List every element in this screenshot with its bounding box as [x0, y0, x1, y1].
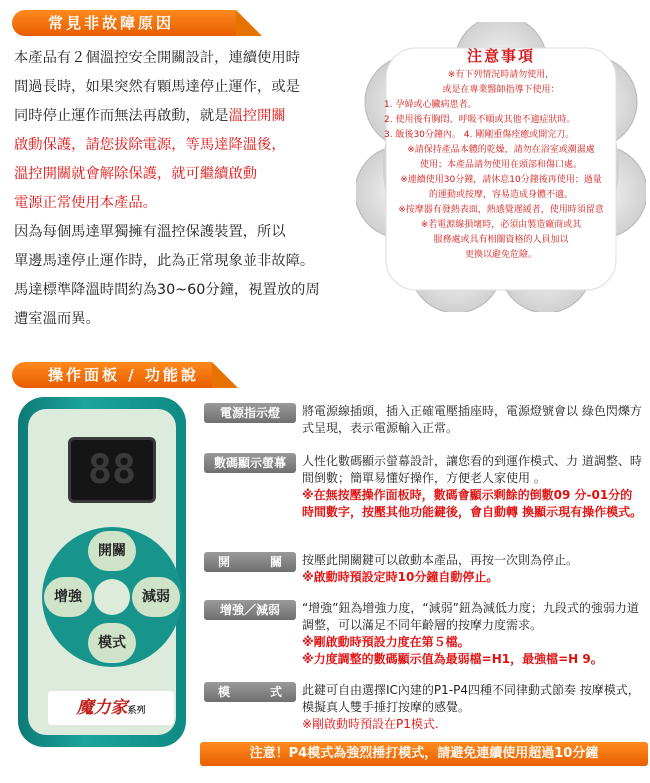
feature-description — [302, 403, 644, 437]
intro-line-highlight: 啟動保護，請您拔除電源，等馬達降溫後， — [14, 137, 286, 153]
intro-line — [14, 102, 354, 131]
remote-control-image — [18, 397, 186, 747]
remote-face — [28, 409, 176, 735]
feature-label: 增強／減弱 — [204, 600, 296, 620]
feature-description — [302, 682, 644, 733]
remote-power-button: 開關 — [88, 531, 136, 571]
intro-line-highlight: 電源正常使用本產品。 — [14, 195, 157, 211]
notice-line: 3. 飯後30分鐘內。 4. 剛剛重傷痊癒或開完刀。 — [384, 130, 575, 140]
feature-label: 開 關 — [204, 552, 296, 572]
notice-line: 更換以避免危險。 — [464, 250, 537, 260]
feature-label: 電源指示燈 — [204, 403, 296, 423]
intro-highlight: 溫控開關 — [228, 108, 286, 124]
feature-note: ※力度調整的數碼顯示值為最弱檔=H1，最強檔=H 9。 — [302, 652, 603, 666]
brand-suffix: 系列 — [127, 706, 146, 716]
feature-text: 此鍵可自由選擇IC內建的P1-P4四種不同律動式節奏 按摩模式，模擬真人雙手捶打按摩的感覺。 — [302, 683, 640, 714]
section-header-panel: 操作面板 / 功能說 — [12, 362, 212, 388]
feature-power-light — [204, 403, 648, 439]
remote-brand-logo — [48, 691, 174, 725]
feature-description — [302, 552, 644, 586]
notice-line: 或是在專業醫師指導下使用： — [442, 85, 560, 95]
remote-decrease-button: 減弱 — [132, 577, 180, 617]
notice-content — [384, 46, 618, 290]
notice-badge — [356, 22, 646, 312]
troubleshoot-text — [14, 44, 354, 334]
intro-line: 遭室溫而異。 — [14, 311, 100, 327]
feature-note: ※剛啟動時預設在P1模式. — [302, 717, 439, 731]
feature-description — [302, 453, 644, 521]
remote-button-pad — [42, 527, 182, 667]
notice-line: 的運動或按摩，容易造成身體不適。 — [428, 190, 573, 200]
feature-text: 將電源線插頭，插入正確電壓插座時，電源燈號會以 綠色閃爍方式呈現，表示電源輸入正常。 — [302, 404, 642, 435]
feature-text: “增強”鈕為增強力度，“減弱”鈕為減低力度；九段式的強弱力道調整，可以滿足不同年齡層的按摩力度需求。 — [302, 601, 639, 632]
feature-note: ※剛啟動時預設力度在第５檔。 — [302, 635, 470, 649]
notice-line: ※請保持產品本體的乾燥，請勿在浴室或潮濕處 — [407, 145, 595, 155]
remote-mode-button: 模式 — [88, 623, 136, 663]
intro-line: 本產品有２個溫控安全開關設計，連續使用時 — [14, 50, 300, 66]
intro-line-part: 同時停止運作而無法再啟動，就是 — [14, 108, 229, 124]
feature-strength — [204, 600, 648, 670]
section-header-troubleshoot: 常見非故障原因 — [12, 10, 236, 36]
feature-note: ※在無按壓操作面板時，數碼會顯示剩餘的倒數09 分-01分的時間數字，按壓其他功能鍵後，會自動轉 換顯示現有操作模式。 — [302, 488, 643, 519]
feature-label: 模 式 — [204, 682, 296, 702]
feature-text: 人性化數碼顯示螢幕設計，讓您看的到運作模式、力 道調整、時間倒數；簡單易懂好操作，方便老人家使用 。 — [302, 454, 642, 485]
remote-lcd-display: 88 — [68, 437, 156, 503]
feature-mode — [204, 682, 648, 734]
notice-line: 服務處或具有相關資格的人員加以 — [433, 235, 569, 245]
intro-line: 馬達標準降溫時間約為30~60分鐘，視置放的周 — [14, 282, 320, 298]
notice-line: 2. 使用後有胸悶、呼吸不順或其他不適症狀時。 — [384, 115, 576, 125]
pad-center — [94, 579, 130, 615]
feature-display — [204, 453, 648, 533]
notice-line: ※若電源線損壞時，必須由製造廠商或其 — [420, 220, 582, 230]
intro-line: 間過長時，如果突然有顆馬達停止運作，或是 — [14, 79, 300, 95]
notice-line: ※有下列情況時請勿使用， — [447, 70, 555, 80]
notice-line: 使用；本產品請勿使用在頭部和傷口處。 — [419, 160, 582, 170]
feature-label: 數碼顯示螢幕 — [204, 453, 296, 473]
notice-title: 注意事項 — [466, 47, 535, 65]
notice-line: ※按摩器有發熱表面，熱感覺遲緩者，使用時須留意 — [398, 205, 604, 215]
warning-banner: 注意！P4模式為強烈捶打模式，請避免連續使用超過10分鐘 — [200, 742, 648, 766]
intro-line: 因為每個馬達單獨擁有溫控保護裝置，所以 — [14, 224, 286, 240]
notice-line: 1. 孕婦或心臟病患者。 — [384, 100, 477, 110]
feature-power — [204, 552, 648, 588]
brand-name: 魔力家 — [76, 698, 128, 718]
feature-note: ※啟動時預設定時10分鐘自動停止。 — [302, 570, 499, 584]
intro-line: 單邊馬達停止運作時，此為正常現象並非故障。 — [14, 253, 315, 269]
intro-line-highlight: 溫控開關就會解除保護，就可繼續啟動 — [14, 166, 258, 182]
remote-increase-button: 增強 — [44, 577, 92, 617]
feature-description — [302, 600, 644, 668]
notice-line: ※連續使用30分鐘，請休息10分鐘後再使用；過量 — [400, 175, 602, 185]
feature-text: 按壓此開關鍵可以啟動本產品，再按一次則為停止。 — [302, 553, 579, 567]
